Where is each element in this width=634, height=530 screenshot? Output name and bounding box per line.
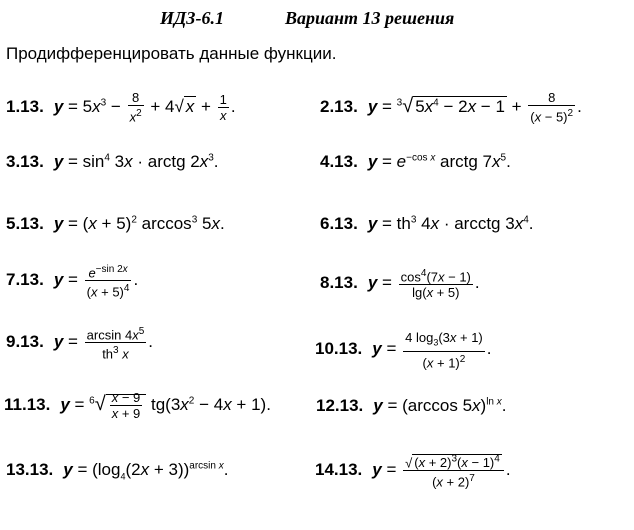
variant-label: Вариант 13 решения [285, 8, 455, 28]
problem-10 [315, 330, 492, 370]
problem-expression: y = $^6$√ $\frac{x - 9}{x + 9}$ $tg(3x^2 - 4x + 1)$. [60, 390, 271, 421]
problem-expression: $y = e^{-cos x}$ arctg $7x^5$. [367, 152, 511, 171]
instruction-text: Продифференцировать данные функции. [6, 44, 337, 63]
problem-expression: y = $\frac{\cos^4(7x - 1)}{\lg(x + 5)}$ . [367, 268, 480, 301]
problem-9 [6, 324, 153, 362]
problem-number: 11.13. [4, 394, 51, 414]
problem-number: 9.13. [6, 332, 44, 352]
problem-number: 4.13. [320, 152, 358, 171]
problem-expression: $y = th^3$ 4x · arcctg $3x^4$. [367, 214, 534, 233]
problem-expression: y = $^3$√ $5x^4 - 2x - 1$ + $\frac{8}{(x - 5)^2}$ . [367, 90, 582, 125]
problem-number: 13.13. [6, 460, 54, 479]
problem-4 [320, 152, 511, 172]
assignment-title: ИДЗ-6.1 [160, 8, 224, 28]
problem-11 [4, 390, 271, 421]
problem-number: 12.13. [316, 396, 364, 415]
problem-1 [6, 90, 236, 124]
problem-expression: $y = \sin^4 3x$ · arctg $2x^3$. [53, 152, 219, 171]
problem-13 [6, 460, 228, 481]
problem-number: 3.13. [6, 152, 44, 171]
problem-5 [6, 214, 225, 234]
problem-number: 5.13. [6, 214, 44, 233]
problem-3 [6, 152, 219, 172]
problem-14 [315, 452, 511, 490]
problem-expression: y = $\frac{e^{-sin 2x}}{(x + 5)^4}$ . [53, 264, 139, 300]
problem-12 [316, 396, 507, 416]
problem-6 [320, 214, 533, 234]
problem-expression: $y = 5x^3$ − $\frac{8}{x^2}$ + 4√ x + $\frac{1}{x}$ . [53, 90, 236, 125]
problem-number: 10.13. [315, 339, 363, 359]
problem-expression: y = $\frac{√ (x + 2)^3(x - 1)^4}{(x + 2)^7}$ . [372, 454, 511, 490]
problem-number: 1.13. [6, 96, 44, 116]
problem-expression: y = (arccos 5x)$^{ln x}$. [373, 396, 507, 415]
problem-number: 6.13. [320, 214, 358, 233]
problem-expression: y = $\frac{4 \log_3(3x + 1)}{(x + 1)^2}$ . [372, 330, 492, 370]
problem-number: 7.13. [6, 270, 44, 290]
problem-8 [320, 266, 480, 300]
problem-expression: $y = (x + 5)^2$ $\arccos^3 5x$. [53, 214, 225, 233]
problem-number: 14.13. [315, 460, 363, 480]
problem-2 [320, 90, 582, 124]
problem-7 [6, 262, 138, 300]
problem-expression: y = $\frac{\arcsin 4x^5}{th^3 x}$ . [53, 326, 153, 362]
problem-expression: $y = (\log_4(2x + 3))^{arcsin x}$. [63, 460, 229, 482]
problem-number: 8.13. [320, 272, 358, 292]
problem-number: 2.13. [320, 96, 358, 116]
